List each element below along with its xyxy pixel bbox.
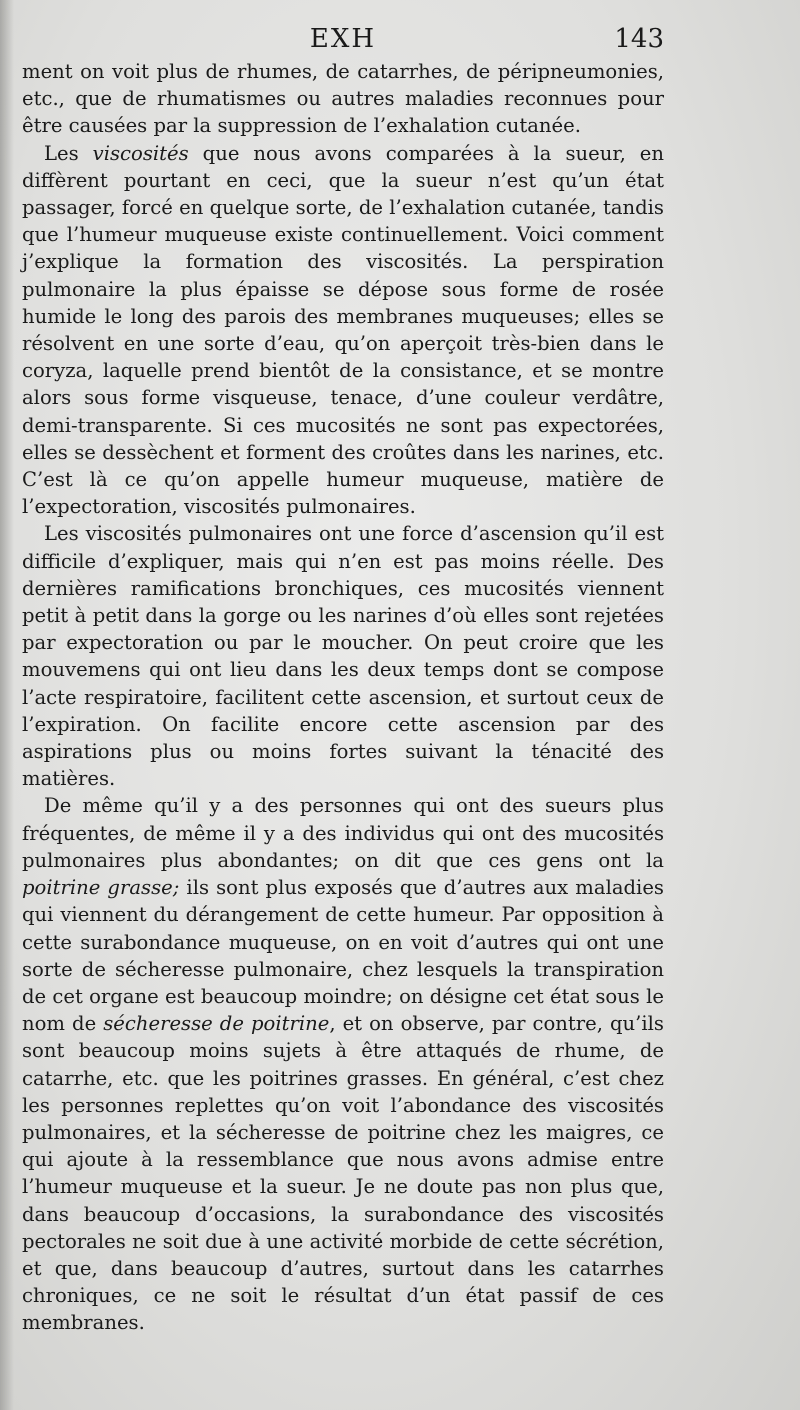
paragraph <box>22 792 664 1336</box>
paragraph-text: ils sont plus exposés que d’autres aux maladies qui viennent du dérangement de cette humeur. Par opposition à cette surabondance muqueuse, on en voit d’autres qui ont une sorte de sécheresse pulmonaire, chez lesquels la transpiration de cet organe est beaucoup moindre; on désigne cet état sous le nom de <box>22 876 664 1036</box>
page-header <box>22 22 664 56</box>
page-number: 143 <box>614 24 664 54</box>
running-head: EXH <box>309 24 377 54</box>
paragraph-text: De même qu’il y a des personnes qui ont des sueurs plus fréquentes, de même il y a des individus qui ont des mucosités pulmonaires plus abondantes; on dit que ces gens ont la <box>22 794 664 872</box>
paragraph-text: ment on voit plus de rhumes, de catarrhes, de péripneumonies, etc., que de rhumatismes ou autres maladies reconnues pour être causées par la suppression de l’exhalation cutanée. <box>22 60 664 138</box>
paragraph-text: , et on observe, par contre, qu’ils sont beaucoup moins sujets à être attaqués de rhume, de catarrhe, etc. que les poitrines grasses. En général, c’est chez les personnes replettes qu’on voit l’abondance des viscosités pulmonaires, et la sécheresse de poitrine chez les maigres, ce qui ajoute à la ressemblance que nous avons admise entre l’humeur muqueuse et la sueur. Je ne doute pas non plus que, dans beaucoup d’occasions, la surabondance des viscosités pectorales ne soit due à une activité morbide de cette sécrétion, et que, dans beaucoup d’autres, surtout dans les catarrhes chroniques, ce ne soit le résultat d’un état passif de ces membranes. <box>22 1012 664 1335</box>
paragraph <box>22 520 664 792</box>
italic-term: poitrine grasse; <box>22 876 180 900</box>
body-text <box>22 58 664 1337</box>
paragraph-text: Les viscosités pulmonaires ont une force d’ascension qu’il est difficile d’expliquer, mais qui n’en est pas moins réelle. Des dernières ramifications bronchiques, ces mucosités viennent petit à petit dans la gorge ou les narines d’où elles sont rejetées par expectoration ou par le moucher. On peut croire que les mouvemens qui ont lieu dans les deux temps dont se compose l’acte respiratoire, facilitent cette ascension, et surtout ceux de l’expiration. On facilite encore cette ascension par des aspirations plus ou moins fortes suivant la ténacité des matières. <box>22 522 664 791</box>
italic-term: sécheresse de poitrine <box>103 1012 330 1036</box>
italic-term: viscosités <box>92 141 189 165</box>
paragraph-text: que nous avons comparées à la sueur, en diffèrent pourtant en ceci, que la sueur n’est qu’un état passager, forcé en quelque sorte, de l’exhalation cutanée, tandis que l’humeur muqueuse existe continuellement. Voici comment j’explique la formation des viscosités. La perspiration pulmonaire la plus épaisse se dépose sous forme de rosée humide le long des parois des membranes muqueuses; elles se résolvent en une sorte d’eau, qu’on aperçoit très-bien dans le coryza, laquelle prend bientôt de la consistance, et se montre alors sous forme visqueuse, tenace, d’une couleur verdâtre, demi-transparente. Si ces mucosités ne sont pas expectorées, elles se dessèchent et forment des croûtes dans les narines, etc. C’est là ce qu’on appelle humeur muqueuse, matière de l’expectoration, viscosités pulmonaires. <box>22 141 664 519</box>
paragraph <box>22 58 664 140</box>
paragraph-text: Les <box>44 141 93 165</box>
paragraph <box>22 140 664 521</box>
page-gutter-shadow <box>0 0 14 1410</box>
